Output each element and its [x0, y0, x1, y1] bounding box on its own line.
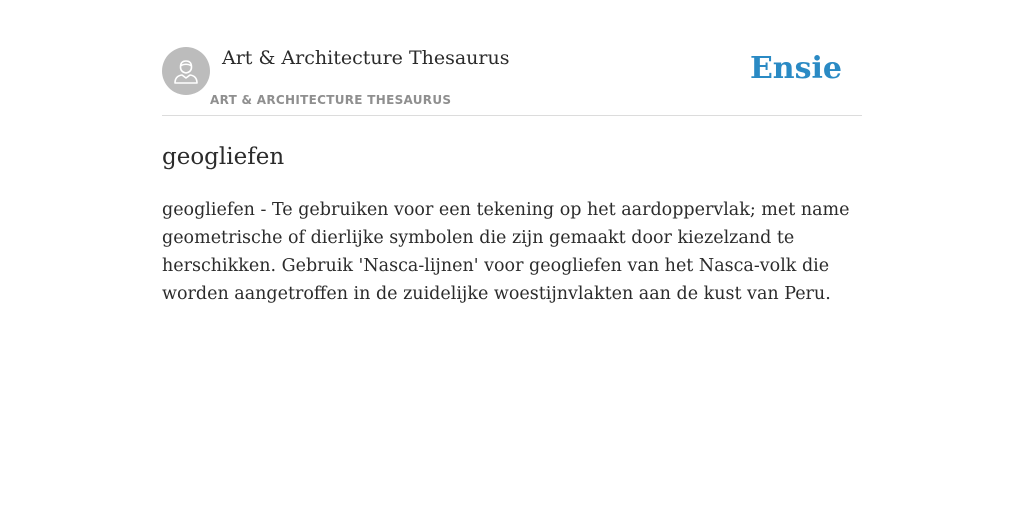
user-silhouette-icon — [171, 56, 201, 86]
entry-header — [162, 0, 862, 116]
avatar[interactable] — [162, 47, 210, 95]
content-column — [162, 0, 862, 308]
entry-definition: geogliefen - Te gebruiken voor een tekening op het aardoppervlak; met name geometrische of dierlijke symbolen die zijn gemaakt door kiezelzand te herschikken. Gebruik 'Nasca-lijnen' voor geogliefen van het Nasca-volk die worden aangetroffen in de zuidelijke woestijnvlakten aan de kust van Peru. — [162, 200, 850, 304]
author-name-link[interactable]: Art & Architecture Thesaurus — [222, 47, 510, 69]
entry-term-title: geogliefen — [162, 144, 285, 170]
brand-logo-link[interactable]: Ensie — [749, 51, 842, 86]
source-label: ART & ARCHITECTURE THESAURUS — [210, 93, 452, 107]
